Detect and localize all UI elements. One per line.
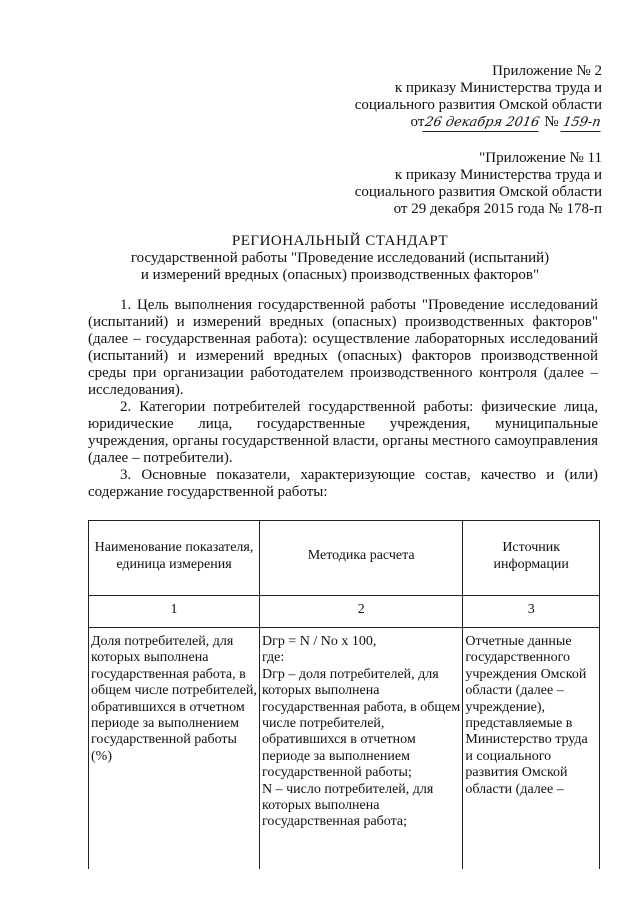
table-number-row (89, 596, 600, 628)
row1-source-cell: Отчетные данные государственного учреждения Омской области (далее – учреждение), представляемые в Министерство труда и социального развития Омской области (далее – (463, 628, 600, 870)
table-header-row (89, 521, 600, 596)
appendix-current-line1: к приказу Министерства труда и (394, 80, 602, 96)
row1-method-text: Dгр = N / No x 100, где: Dгр – доля потребителей, для которых выполнена государственная работа, в общем числе потребителей, обратившихся в отчетном периоде за выполнением государственной работы; N – число потребителей, для которых выполнена государственная работа; (262, 634, 461, 830)
row1-indicator-cell: Доля потребителей, для которых выполнена государственная работа, в общем числе потребителей, обратившихся в отчетном периоде за выполнением государственной работы (%) (89, 628, 260, 870)
paragraph-2: 2. Категории потребителей государственной работы: физические лица, юридические лица, государственные учреждения, муниципальные учреждения, органы государственной власти, органы местного самоуправления (далее – потребители). (88, 399, 598, 466)
appendix-previous-line1: к приказу Министерства труда и (394, 167, 602, 183)
standard-title-main: РЕГИОНАЛЬНЫЙ СТАНДАРТ (231, 233, 449, 249)
row1-method-cell (260, 628, 463, 870)
standard-title-line3: и измерений вредных (опасных) производственных факторов" (140, 267, 540, 283)
appendix-previous-header (355, 150, 602, 218)
appendix-previous-line2: социального развития Омской области (354, 184, 602, 200)
header-indicator-name: Наименование показателя, единица измерения (89, 521, 260, 596)
column-number-1: 1 (89, 596, 260, 628)
handwritten-date: 26 декабря 2016 (424, 115, 542, 130)
column-number-3: 3 (463, 596, 600, 628)
paragraph-1: 1. Цель выполнения государственной работы "Проведение исследований (испытаний) и измерений вредных (опасных) производственных факторов" (далее – государственная работа): осуществление лабораторных исследований (испытаний) и измерений вредных (опасных) факторов производственной среды при организации работодателем производственного контроля (далее – исследования). (88, 297, 598, 398)
appendix-previous-line3: от 29 декабря 2015 года № 178-п (393, 201, 602, 217)
standard-title (40, 233, 640, 284)
appendix-current-title: Приложение № 2 (492, 63, 602, 79)
appendix-current-header (355, 63, 602, 132)
header-information-source: Источник информации (463, 521, 600, 596)
date-prefix: от (410, 114, 425, 130)
indicators-table (88, 520, 600, 869)
handwritten-number: 159-п (562, 115, 603, 130)
number-prefix: № (544, 114, 559, 130)
appendix-current-date-line (355, 114, 602, 132)
appendix-previous-title: "Приложение № 11 (479, 150, 602, 166)
paragraph-3: 3. Основные показатели, характеризующие состав, качество и (или) содержание государственной работы: (88, 467, 598, 500)
header-calculation-method: Методика расчета (260, 521, 463, 596)
column-number-2: 2 (260, 596, 463, 628)
table-row (89, 628, 600, 870)
standard-title-line2: государственной работы "Проведение исследований (испытаний) (130, 250, 550, 266)
appendix-current-line2: социального развития Омской области (354, 97, 602, 113)
document-body (88, 297, 598, 501)
